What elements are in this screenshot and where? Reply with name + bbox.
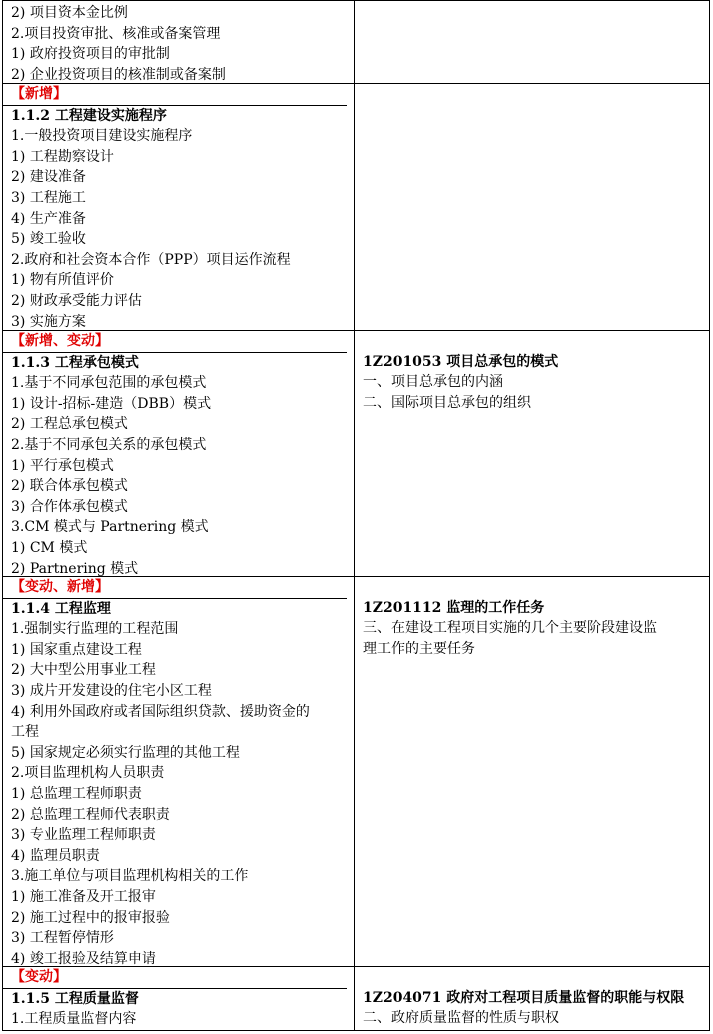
list-item: 工程 [11, 724, 39, 741]
table-row [2, 0, 710, 84]
change-tag: 【变动、新增】 [3, 577, 347, 599]
list-item: 1.基于不同承包范围的承包模式 [11, 375, 207, 392]
list-item: 4) 生产准备 [11, 210, 86, 227]
list-item: 2) 联合体承包模式 [11, 478, 128, 495]
change-tag: 【变动】 [3, 967, 347, 989]
section-heading: 1.1.4 工程监理 [11, 600, 111, 617]
list-item: 2) 施工过程中的报审报验 [11, 909, 170, 926]
left-cell [3, 1, 355, 83]
list-item: 3) 工程暂停情形 [11, 930, 114, 947]
document-page [2, 0, 710, 1034]
list-item: 2) 建设准备 [11, 169, 86, 186]
list-item: 1.工程质量监督内容 [11, 1011, 137, 1028]
left-cell [3, 577, 355, 966]
spacer [363, 967, 709, 988]
list-item: 1.一般投资项目建设实施程序 [11, 128, 193, 145]
table-row [2, 577, 710, 967]
reference-item: 二、政府质量监督的性质与职权 [363, 1010, 559, 1027]
section-heading: 1.1.2 工程建设实施程序 [11, 107, 167, 124]
list-item: 2) 项目资本金比例 [11, 5, 128, 21]
list-item: 1) 物有所值评价 [11, 272, 114, 289]
reference-item: 理工作的主要任务 [363, 640, 475, 657]
left-cell [3, 84, 355, 330]
list-item: 1) 平行承包模式 [11, 457, 114, 474]
list-item: 1) 总监理工程师职责 [11, 785, 142, 802]
list-item: 2.项目投资审批、核准或备案管理 [11, 25, 221, 42]
list-item: 2) 财政承受能力评估 [11, 292, 142, 309]
list-item: 1) 设计-招标-建造（DBB）模式 [11, 395, 212, 412]
list-item: 1) 政府投资项目的审批制 [11, 46, 170, 63]
list-item: 1) 施工准备及开工报审 [11, 888, 156, 905]
change-tag: 【新增、变动】 [3, 331, 347, 353]
list-item: 2) 总监理工程师代表职责 [11, 806, 170, 823]
change-tag: 【新增】 [3, 84, 347, 106]
list-item: 4) 竣工报验及结算申请 [11, 950, 156, 967]
right-cell [355, 331, 709, 576]
reference-heading: 1Z201112 监理的工作任务 [363, 599, 545, 616]
list-item: 4) 监理员职责 [11, 847, 100, 864]
list-item: 3.施工单位与项目监理机构相关的工作 [11, 868, 249, 885]
list-item: 5) 竣工验收 [11, 231, 86, 248]
table-row [2, 84, 710, 331]
list-item: 1.强制实行监理的工程范围 [11, 621, 179, 638]
section-heading: 1.1.3 工程承包模式 [11, 354, 139, 371]
reference-heading: 1Z201053 项目总承包的模式 [363, 353, 559, 370]
right-cell [355, 1, 709, 83]
list-item: 2) 工程总承包模式 [11, 416, 128, 433]
list-item: 1) 国家重点建设工程 [11, 641, 142, 658]
reference-item: 一、项目总承包的内涵 [363, 374, 503, 391]
list-item: 2.政府和社会资本合作（PPP）项目运作流程 [11, 251, 291, 268]
list-item: 1) 工程勘察设计 [11, 148, 114, 165]
list-item: 2) Partnering 模式 [11, 560, 139, 577]
list-item: 3) 工程施工 [11, 189, 86, 206]
section-heading: 1.1.5 工程质量监督 [11, 990, 139, 1007]
right-cell [355, 577, 709, 966]
reference-item: 二、国际项目总承包的组织 [363, 394, 531, 411]
right-cell [355, 967, 709, 1030]
right-cell [355, 84, 709, 330]
list-item: 1) CM 模式 [11, 539, 88, 556]
list-item: 2.项目监理机构人员职责 [11, 765, 165, 782]
table-row [2, 331, 710, 577]
list-item: 3) 合作体承包模式 [11, 498, 128, 515]
list-item: 2.基于不同承包关系的承包模式 [11, 436, 207, 453]
table-row [2, 967, 710, 1031]
list-item: 3.CM 模式与 Partnering 模式 [11, 519, 209, 536]
list-item: 3) 实施方案 [11, 313, 86, 330]
spacer [363, 577, 709, 598]
list-item: 3) 专业监理工程师职责 [11, 827, 156, 844]
list-item: 2) 大中型公用事业工程 [11, 662, 156, 679]
left-cell [3, 967, 355, 1030]
reference-item: 三、在建设工程项目实施的几个主要阶段建设监 [363, 620, 657, 637]
reference-heading: 1Z204071 政府对工程项目质量监督的职能与权限 [363, 989, 685, 1006]
list-item: 5) 国家规定必须实行监理的其他工程 [11, 744, 240, 761]
list-item: 3) 成片开发建设的住宅小区工程 [11, 682, 212, 699]
list-item: 2) 企业投资项目的核准制或备案制 [11, 66, 226, 83]
spacer [363, 331, 709, 352]
left-cell [3, 331, 355, 576]
list-item: 4) 利用外国政府或者国际组织贷款、援助资金的 [11, 703, 310, 720]
